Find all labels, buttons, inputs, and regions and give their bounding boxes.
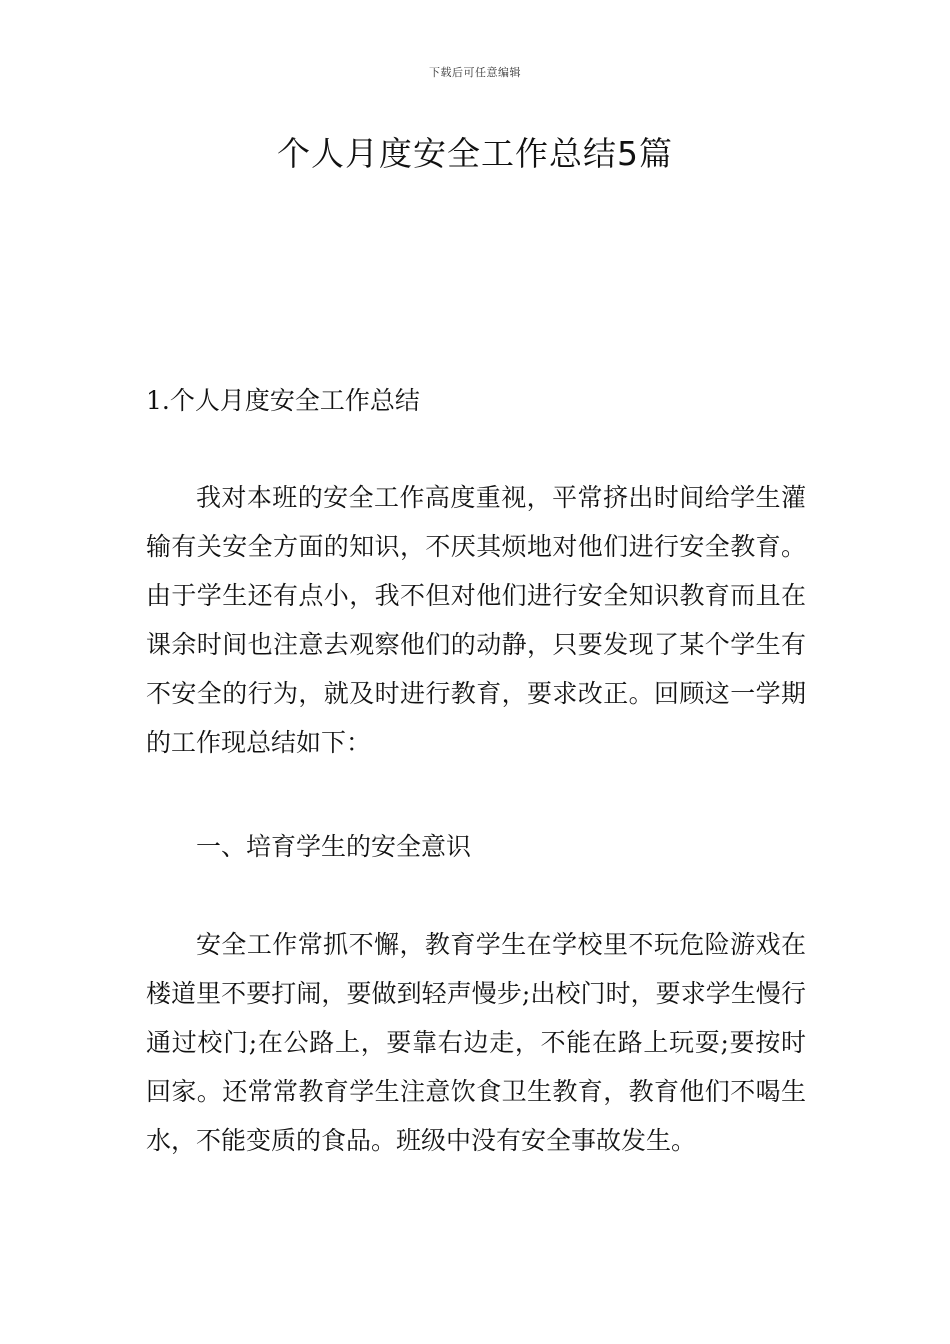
download-note: 下载后可任意编辑 xyxy=(429,66,521,79)
document-title: 个人月度安全工作总结5篇 xyxy=(277,134,673,173)
section-heading: 1.个人月度安全工作总结 xyxy=(146,386,420,415)
body-paragraph: 安全工作常抓不懈，教育学生在学校里不玩危险游戏在楼道里不要打闹，要做到轻声慢步;出校门时，要求学生慢行通过校门;在公路上，要靠右边走，不能在路上玩耍;要按时回家。还常常教育学生注意饮食卫生教育，教育他们不喝生水，不能变质的食品。班级中没有安全事故发生。 xyxy=(146,930,806,1155)
sub-heading: 一、培育学生的安全意识 xyxy=(196,832,472,861)
body-paragraph: 我对本班的安全工作高度重视，平常挤出时间给学生灌输有关安全方面的知识，不厌其烦地对他们进行安全教育。由于学生还有点小，我不但对他们进行安全知识教育而且在课余时间也注意去观察他们的动静，只要发现了某个学生有不安全的行为，就及时进行教育，要求改正。回顾这一学期的工作现总结如下： xyxy=(146,483,806,757)
